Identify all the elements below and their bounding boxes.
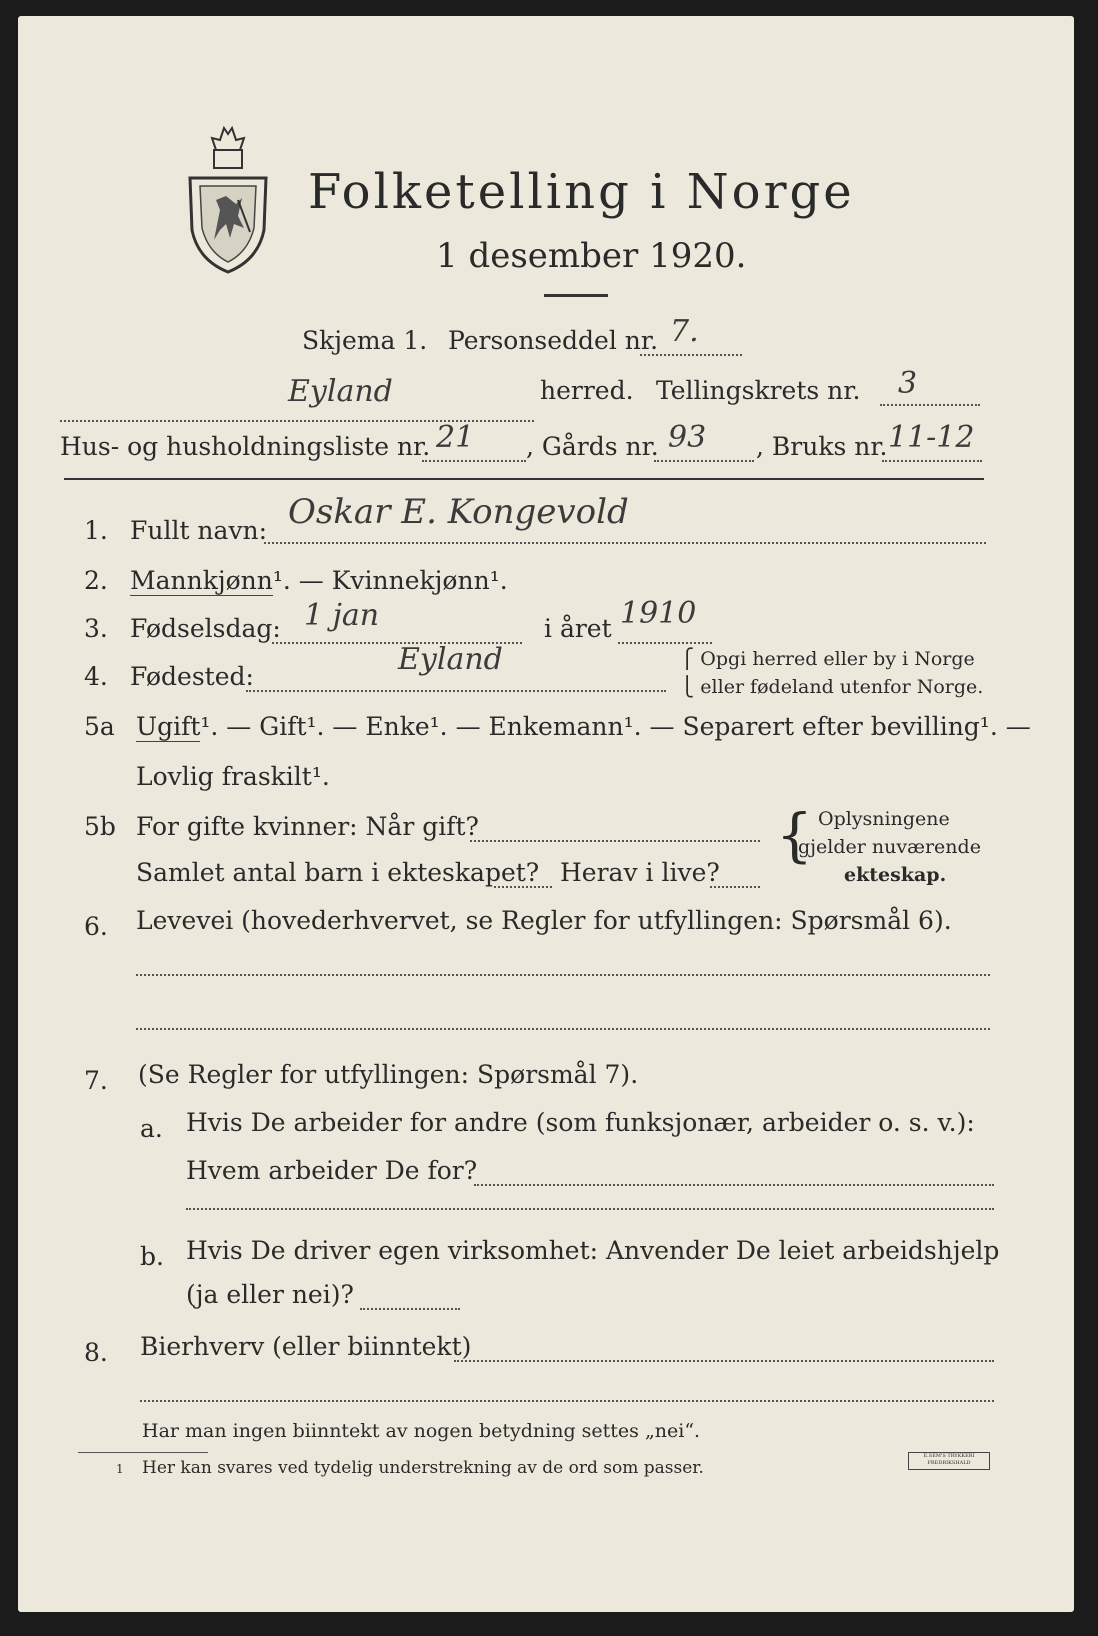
- q4-note-line2: ⎩ eller fødeland utenfor Norge.: [680, 676, 984, 698]
- q5b-note3: ekteskap.: [844, 864, 947, 886]
- q5b-note1: Oplysningene: [818, 808, 950, 830]
- brace-icon: {: [776, 801, 813, 869]
- q8-number: 8.: [84, 1338, 108, 1367]
- bruks-label: , Bruks nr.: [756, 432, 888, 461]
- form-title: Folketelling i Norge: [308, 164, 855, 220]
- tellingskrets-label: Tellingskrets nr.: [656, 376, 861, 405]
- year-label: i året: [544, 614, 612, 643]
- q6-number: 6.: [84, 912, 108, 941]
- q5b-label2: Samlet antal barn i ekteskapet?: [136, 858, 540, 887]
- biinntekt-note: Har man ingen biinntekt av nogen betydning settes „nei“.: [142, 1420, 701, 1442]
- q3-number: 3.: [84, 614, 108, 643]
- bruks-value: 11-12: [888, 420, 975, 455]
- footnote-divider: [78, 1452, 208, 1453]
- q7a-letter: a.: [140, 1114, 163, 1143]
- q5a-options: Ugift¹. — Gift¹. — Enke¹. — Enkemann¹. — Separert efter bevilling¹. —: [136, 712, 1031, 741]
- birthplace-value: Eyland: [398, 642, 503, 677]
- q2-options: Mannkjønn¹. — Kvinnekjønn¹.: [130, 566, 508, 595]
- printer-stamp: E.SEM'S TRYKKERI FREDRIKSHALD: [908, 1452, 990, 1470]
- personseddel-label: Personseddel nr.: [448, 326, 659, 355]
- q7a-text2: Hvem arbeider De for?: [186, 1156, 478, 1185]
- q7b-letter: b.: [140, 1242, 164, 1271]
- hus-value: 21: [436, 420, 475, 455]
- birth-year-value: 1910: [620, 596, 697, 631]
- q7a-text: Hvis De arbeider for andre (som funksjonær, arbeider o. s. v.):: [186, 1108, 975, 1137]
- skjema-label: Skjema 1.: [302, 326, 428, 355]
- q5b-label1: For gifte kvinner: Når gift?: [136, 812, 479, 841]
- ugift-option: Ugift: [136, 712, 201, 741]
- herred-label: herred.: [540, 376, 634, 405]
- q2-number: 2.: [84, 566, 108, 595]
- q4-note-line1: ⎧ Opgi herred eller by i Norge: [680, 648, 975, 670]
- gaards-value: 93: [668, 420, 707, 455]
- q7-label: (Se Regler for utfyllingen: Spørsmål 7).: [138, 1060, 639, 1089]
- q7b-text: Hvis De driver egen virksomhet: Anvender De leiet arbeidshjelp: [186, 1236, 1000, 1265]
- q8-label: Bierhverv (eller biinntekt): [140, 1332, 472, 1361]
- gaards-label: , Gårds nr.: [526, 432, 659, 461]
- q3-label: Fødselsdag:: [130, 614, 281, 643]
- herred-value: Eyland: [288, 374, 393, 409]
- coat-of-arms-icon: [186, 120, 270, 280]
- hus-label: Hus- og husholdningsliste nr.: [60, 432, 431, 461]
- census-form: [18, 16, 1074, 1612]
- q5a-line2: Lovlig fraskilt¹.: [136, 762, 330, 791]
- full-name-value: Oskar E. Kongevold: [288, 492, 629, 532]
- q1-number: 1.: [84, 516, 108, 545]
- q5b-label3: Herav i live?: [560, 858, 720, 887]
- q4-number: 4.: [84, 662, 108, 691]
- census-date: 1 desember 1920.: [436, 236, 747, 276]
- birthdate-value: 1 jan: [304, 598, 380, 633]
- q7b-text2: (ja eller nei)?: [186, 1280, 354, 1309]
- tellingskrets-value: 3: [898, 366, 918, 401]
- q4-label: Fødested:: [130, 662, 254, 691]
- mannkjonn-option: Mannkjønn: [130, 566, 273, 595]
- header-divider: [64, 478, 984, 480]
- q5b-note2: gjelder nuværende: [798, 836, 981, 858]
- q5b-number: 5b: [84, 812, 116, 841]
- q1-label: Fullt navn:: [130, 516, 268, 545]
- q5a-number: 5a: [84, 712, 115, 741]
- title-divider: [544, 294, 608, 297]
- q6-label: Levevei (hovederhvervet, se Regler for utfyllingen: Spørsmål 6).: [136, 906, 952, 935]
- kvinnekjonn-option: Kvinnekjønn: [331, 566, 490, 595]
- q7-number: 7.: [84, 1066, 108, 1095]
- footnote-text: Her kan svares ved tydelig understrekning av de ord som passer.: [142, 1458, 704, 1478]
- footnote-mark: 1: [116, 1462, 124, 1476]
- personseddel-value: 7.: [670, 314, 699, 349]
